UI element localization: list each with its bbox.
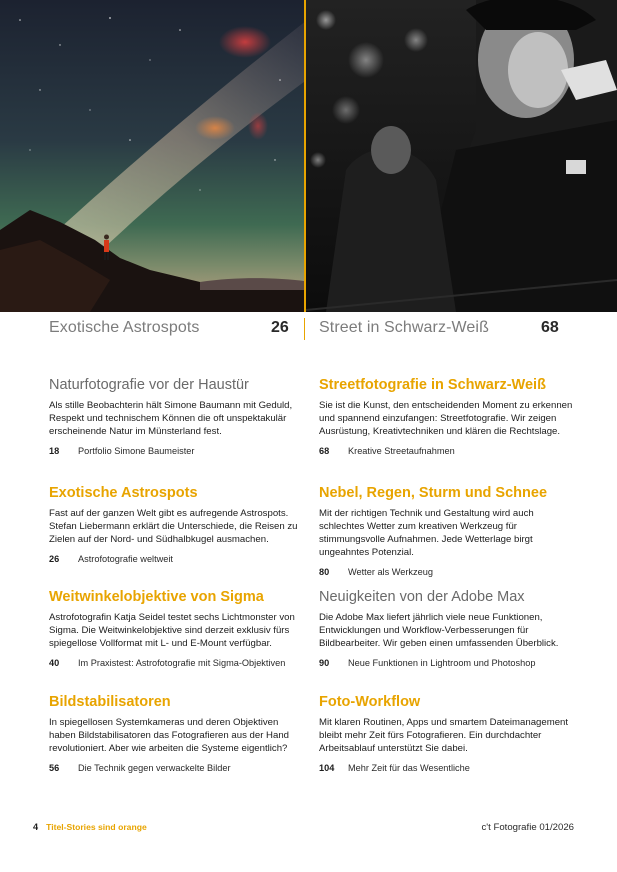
- article-page-number: 18: [49, 446, 60, 456]
- toc-article: [319, 588, 573, 668]
- hero-image-street: [306, 0, 617, 312]
- toc-article: [49, 588, 303, 668]
- footer-tagline: Titel-Stories sind orange: [46, 822, 147, 832]
- article-page-number: 68: [319, 446, 330, 456]
- footer-left: [33, 822, 147, 836]
- article-title[interactable]: Bildstabilisatoren: [49, 694, 171, 710]
- hero-caption-left: [49, 318, 289, 338]
- article-page-ref[interactable]: [49, 554, 303, 564]
- article-ref-title: Wetter als Werkzeug: [348, 567, 433, 577]
- hero-caption-title: Exotische Astrospots: [49, 319, 200, 336]
- article-page-ref[interactable]: [49, 658, 303, 668]
- article-teaser: Fast auf der ganzen Welt gibt es aufregende Astrospots. Stefan Liebermann erklärt die Unterschiede, die Reisen zu Zielen auf der Nord- und Südhalbkugel ausmachen.: [49, 508, 298, 545]
- hero-caption-title: Street in Schwarz-Weiß: [319, 319, 489, 336]
- article-ref-title: Portfolio Simone Baumeister: [78, 446, 195, 456]
- article-teaser: Die Adobe Max liefert jährlich viele neue Funktionen, Entwicklungen und Workflow-Verbesserungen für Bildbearbeiter. Wir geben einen umfassenden Überblick.: [319, 612, 559, 649]
- milky-way-landscape-photo: [0, 0, 304, 312]
- article-page-number: 80: [319, 567, 330, 577]
- article-page-ref[interactable]: [319, 446, 573, 456]
- article-page-ref[interactable]: [319, 567, 573, 577]
- article-ref-title: Kreative Streetaufnahmen: [348, 446, 455, 456]
- caption-divider: [304, 318, 305, 340]
- article-teaser: Mit klaren Routinen, Apps und smartem Dateimanagement bleibt mehr Zeit fürs Fotografieren. Ein durchdachter Arbeitsablauf unterstützt Sie dabei.: [319, 717, 569, 754]
- hero-caption-page: 68: [541, 319, 559, 336]
- article-page-number: 26: [49, 554, 60, 564]
- article-page-ref[interactable]: [319, 658, 573, 668]
- article-page-number: 104: [319, 763, 335, 773]
- toc-article: [319, 484, 573, 577]
- article-teaser: Sie ist die Kunst, den entscheidenden Moment zu erkennen und spannend einzufangen: Streetfotografie. Wir zeigen Ausrüstung, Kreativtechniken und klären die Rechtslage.: [319, 400, 573, 437]
- article-title[interactable]: Neuigkeiten von der Adobe Max: [319, 589, 525, 605]
- article-page-number: 40: [49, 658, 60, 668]
- article-title[interactable]: Weitwinkelobjektive von Sigma: [49, 589, 264, 605]
- article-ref-title: Neue Funktionen in Lightroom und Photoshop: [348, 658, 536, 668]
- article-page-number: 56: [49, 763, 60, 773]
- hero-image-astro: [0, 0, 304, 312]
- toc-article: [319, 376, 573, 456]
- article-page-ref[interactable]: [49, 446, 303, 456]
- article-teaser: Mit der richtigen Technik und Gestaltung wird auch schlechtes Wetter zum kreativen Werkzeug für stimmungsvolle Aufnahmen. Jede Wetterlage birgt ungeahntes Potenzial.: [319, 508, 534, 558]
- toc-article: [49, 376, 303, 456]
- article-ref-title: Mehr Zeit für das Wesentliche: [348, 763, 470, 773]
- article-title[interactable]: Naturfotografie vor der Haustür: [49, 377, 249, 393]
- hero-caption-page: 26: [271, 319, 289, 336]
- footer-publication: c't Fotografie 01/2026: [481, 822, 574, 833]
- article-title[interactable]: Exotische Astrospots: [49, 485, 198, 501]
- article-teaser: Als stille Beobachterin hält Simone Baumann mit Geduld, Respekt und technischem Können die oft unspektakulär erscheinende Natur im Münsterland fest.: [49, 400, 293, 437]
- article-title[interactable]: Nebel, Regen, Sturm und Schnee: [319, 485, 548, 501]
- footer-page-number: 4: [33, 822, 39, 832]
- article-ref-title: Astrofotografie weltweit: [78, 554, 173, 564]
- hero-caption-right: [319, 318, 579, 338]
- article-ref-title: Die Technik gegen verwackelte Bilder: [78, 763, 231, 773]
- toc-article: [49, 484, 303, 564]
- bw-street-photo-police: [306, 0, 617, 312]
- article-title[interactable]: Streetfotografie in Schwarz-Weiß: [319, 377, 546, 393]
- article-title[interactable]: Foto-Workflow: [319, 694, 421, 710]
- article-page-ref[interactable]: [49, 763, 303, 773]
- article-teaser: Astrofotografin Katja Seidel testet sechs Lichtmonster von Sigma. Die Weitwinkelobjektive sind derzeit exklusiv fürs spiegellose Vollformat mit L- und E-Mount verfügbar.: [49, 612, 295, 649]
- article-teaser: In spiegellosen Systemkameras und deren Objektiven haben Bildstabilisatoren das Fotografieren aus der Hand revolutioniert. Aber wie arbeiten die Systeme eigentlich?: [49, 717, 289, 754]
- article-ref-title: Im Praxistest: Astrofotografie mit Sigma-Objektiven: [78, 658, 286, 668]
- toc-article: [319, 693, 573, 773]
- article-page-ref[interactable]: [319, 763, 573, 773]
- article-page-number: 90: [319, 658, 330, 668]
- toc-article: [49, 693, 303, 773]
